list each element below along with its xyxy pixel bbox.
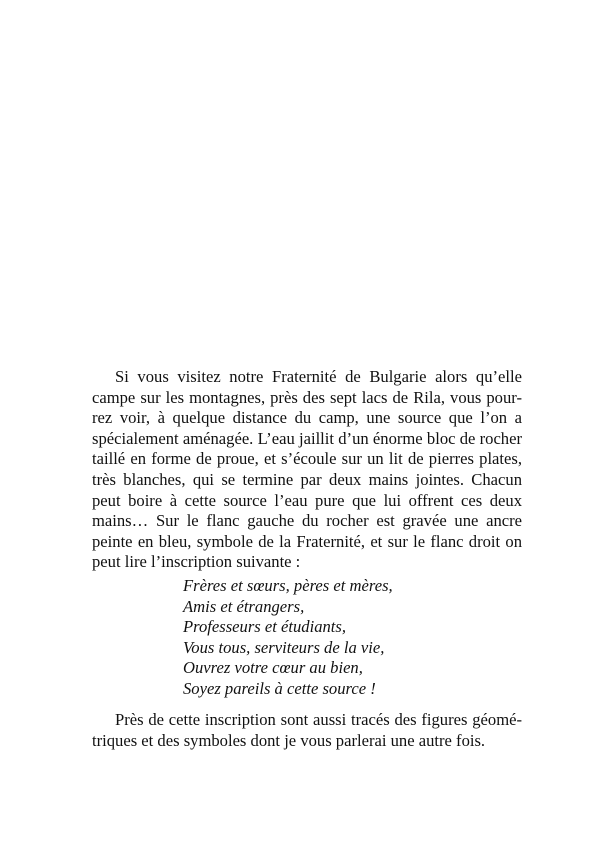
text-line: triques et des symboles dont je vous parlerai une autre fois. [92, 730, 486, 750]
text-line: rez voir, à quelque distance du camp, une source que l’on a [92, 408, 522, 428]
paragraph-1 [92, 367, 522, 573]
text-line: Près de cette inscription sont aussi tracés des figures géomé- [115, 710, 522, 729]
text-line: peut boire à cette source l’eau pure que lui offrent ces deux [92, 490, 522, 510]
text-line: peut lire l’inscription suivante : [92, 552, 301, 572]
text-line: très blanches, qui se termine par deux mains jointes. Chacun [92, 469, 522, 489]
text-line: spécialement aménagée. L’eau jaillit d’un énorme bloc de rocher [92, 428, 522, 448]
text-line: campe sur les montagnes, près des sept lacs de Rila, vous pour- [92, 387, 522, 407]
poem-line: Ouvrez votre cœur au bien, [183, 658, 363, 678]
poem-line: Amis et étrangers, [183, 596, 305, 616]
text-line: peinte en bleu, symbole de la Fraternité, et sur le flanc droit on [92, 531, 522, 551]
paragraph-2 [92, 710, 522, 751]
text-line: mains… Sur le flanc gauche du rocher est gravée une ancre [92, 511, 522, 531]
poem-line: Soyez pareils à cette source ! [183, 678, 376, 698]
poem-line: Frères et sœurs, pères et mères, [183, 576, 393, 595]
text-line: Si vous visitez notre Fraternité de Bulgarie alors qu’elle [115, 367, 522, 386]
text-line: taillé en forme de proue, et s’écoule sur un lit de pierres plates, [92, 449, 522, 469]
inscription-poem [183, 576, 393, 700]
poem-line: Vous tous, serviteurs de la vie, [183, 637, 385, 657]
poem-line: Professeurs et étudiants, [183, 617, 347, 637]
